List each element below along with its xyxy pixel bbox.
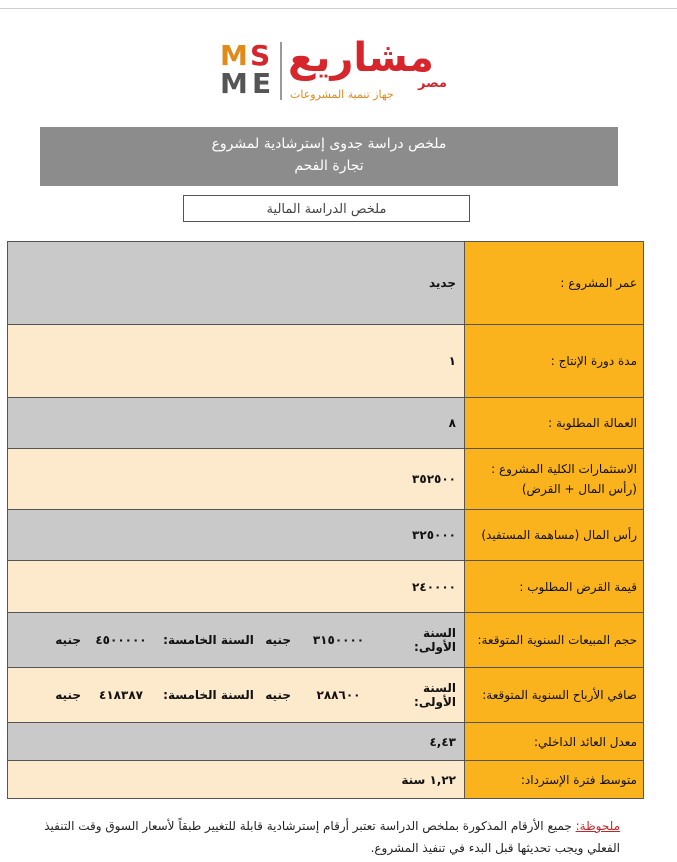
table-row <box>8 761 644 799</box>
section-title: ملخص الدراسة المالية <box>183 195 470 222</box>
project-name: تجارة الفحم <box>294 158 364 174</box>
year1-value: ٢٨٨٦٠٠ <box>316 688 361 702</box>
row-value: ٤,٤٣ <box>8 723 465 761</box>
msme-logo <box>218 35 458 110</box>
logo-arabic-name: مشاريع <box>288 35 434 81</box>
footnote-label: ملحوظة: <box>575 819 620 833</box>
year1-unit: جنيه <box>265 688 291 702</box>
table-row <box>8 242 644 325</box>
year5-unit: جنيه <box>55 633 81 647</box>
footnote <box>40 815 620 859</box>
row-label: معدل العائد الداخلي: <box>465 723 644 761</box>
year5-value: ٤٥٠٠٠٠٠ <box>95 633 147 647</box>
row-label: الاستثمارات الكلية المشروع : (رأس المال + القرض) <box>465 449 644 510</box>
row-label: قيمة القرض المطلوب : <box>465 561 644 613</box>
table-row <box>8 613 644 668</box>
logo-letter-m1: M <box>220 39 248 72</box>
table-row <box>8 398 644 449</box>
row-label: صافي الأرباح السنوية المتوقعة: <box>465 668 644 723</box>
year1-label: السنة الأولى: <box>414 626 456 654</box>
table-row <box>8 668 644 723</box>
table-row <box>8 325 644 398</box>
table-row <box>8 510 644 561</box>
row-value: ٢٤٠٠٠٠ <box>8 561 465 613</box>
year5-label: السنة الخامسة: <box>163 633 254 647</box>
table-row <box>8 561 644 613</box>
year5-unit: جنيه <box>55 688 81 702</box>
page-top-border <box>0 0 677 9</box>
table-row <box>8 449 644 510</box>
sales-values <box>8 613 465 668</box>
row-value: ٨ <box>8 398 465 449</box>
logo-letter-e: E <box>252 67 272 100</box>
logo-letter-m2: M <box>220 67 248 100</box>
year1-label: السنة الأولى: <box>414 681 456 709</box>
msme-letters <box>218 40 280 100</box>
logo-letter-s: S <box>250 39 271 72</box>
row-value: ٣٢٥٠٠٠ <box>8 510 465 561</box>
year1-value: ٣١٥٠٠٠٠ <box>312 633 365 647</box>
row-label: عمر المشروع : <box>465 242 644 325</box>
row-value: ١,٢٢ سنة <box>8 761 465 799</box>
logo-divider <box>280 42 282 100</box>
row-label: متوسط فترة الإسترداد: <box>465 761 644 799</box>
row-value: ١ <box>8 325 465 398</box>
financial-summary-table <box>7 241 644 799</box>
row-label: مدة دورة الإنتاج : <box>465 325 644 398</box>
year1-unit: جنيه <box>265 633 291 647</box>
page-title-box <box>40 127 618 186</box>
footnote-text: جميع الأرقام المذكورة بملخص الدراسة تعتبر أرقام إسترشادية قابلة للتغيير طبقاً لأسعار السوق وقت التنفيذ الفعلي ويجب تحديثها قبل البدء في تنفيذ المشروع. <box>44 819 620 855</box>
table-row <box>8 723 644 761</box>
profit-values <box>8 668 465 723</box>
year5-label: السنة الخامسة: <box>163 688 254 702</box>
year5-value: ٤١٨٣٨٧ <box>99 688 143 702</box>
row-label: رأس المال (مساهمة المستفيد) <box>465 510 644 561</box>
row-value: ٣٥٢٥٠٠ <box>8 449 465 510</box>
row-value: جديد <box>8 242 465 325</box>
logo-agency: جهاز تنمية المشروعات <box>290 88 394 101</box>
page-title: ملخص دراسة جدوى إسترشادية لمشروع <box>211 136 447 152</box>
row-label: العمالة المطلوبة : <box>465 398 644 449</box>
logo-country: مصر <box>418 76 447 91</box>
row-label: حجم المبيعات السنوية المتوقعة: <box>465 613 644 668</box>
